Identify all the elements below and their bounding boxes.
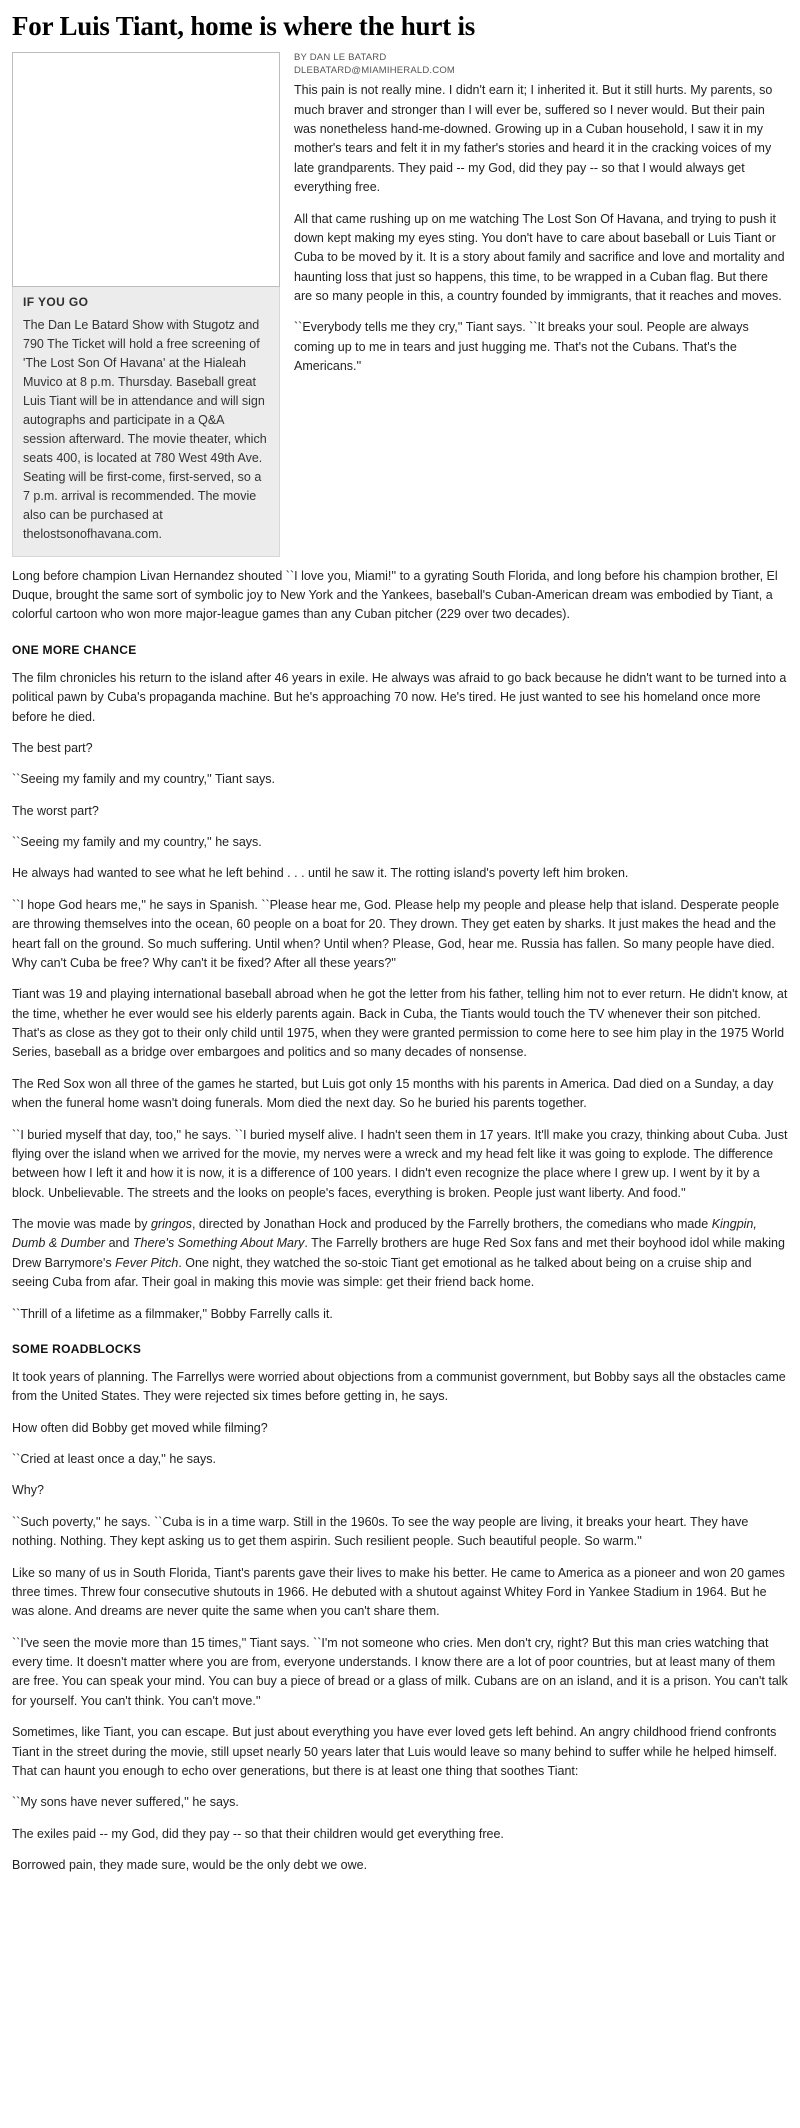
paragraph: ``I buried myself that day, too,'' he says. ``I buried myself alive. I hadn't seen them in 17 years. It'll make you crazy, thinking about Cuba. Just flying over the island when we arrived for the movie, my nerves were a wreck and my head felt like it was going to explode. The difference between how I left it and how it is now, it is a difference of 100 years. I didn't even recognize the place where I grew up. I went by it by a block. Unbelievable. The streets and the looks on people's faces, everything is broken. People just want liberty. And food.'' <box>12 1127 788 1200</box>
paragraph: ``Such poverty,'' he says. ``Cuba is in a time warp. Still in the 1960s. To see the way people are living, it breaks your heart. They have nothing. Nothing. They kept asking us to get them aspirin. Such resilient people. Such beautiful people. So warm.'' <box>12 1514 749 1549</box>
movie-text-part-1: The movie was made by <box>12 1217 151 1232</box>
paragraph: The worst part? <box>12 803 99 818</box>
paragraph: ``My sons have never suffered,'' he says. <box>12 1795 239 1810</box>
byline-author: BY DAN LE BATARD <box>294 51 387 63</box>
intro-paragraph-2: All that came rushing up on me watching The Lost Son Of Havana, and trying to push it down kept making my eyes sting. You don't have to care about baseball or Luis Tiant or Cuba to be moved by it. It is a story about family and sacrifice and love and mortality and haunting loss that just so happens, this time, to be wrapped in a Cuban flag. But there are so many people in this, a country founded by immigrants, that it reaches and moves. <box>294 211 785 304</box>
paragraph: How often did Bobby get moved while filming? <box>12 1420 268 1435</box>
movie-italic-gringos: gringos <box>150 1217 192 1232</box>
byline <box>294 52 788 78</box>
intro-paragraph-1: This pain is not really mine. I didn't earn it; I inherited it. But it still hurts. My parents, so much braver and stronger than I will ever be, suffered so I never would. But their pain was nonetheless hand-me-downed. Growing up in a Cuban household, I saw it in my mother's tears and felt it in my father's stories and heard it in the cracking voices of my late grandparents. They paid -- my God, did they pay -- so that I would always get everything free. <box>294 83 773 195</box>
page-title: For Luis Tiant, home is where the hurt is <box>12 11 476 41</box>
article-body <box>12 567 788 1876</box>
paragraph: ``Cried at least once a day,'' he says. <box>12 1452 216 1467</box>
paragraph: The film chronicles his return to the island after 46 years in exile. He always was afraid to go back because he didn't want to be turned into a political pawn by Cuba's propaganda machine. But he's approaching 70 now. He's tired. He just wanted to see his homeland once more before he died. <box>12 670 787 724</box>
paragraph: Like so many of us in South Florida, Tiant's parents gave their lives to make his better. He came to America as a pioneer and won 20 games three times. Threw four consecutive shutouts in 1966. He debuted with a shutout against Whitey Ford in Yankee Stadium in 1964. But he was alone. And dreams are never quite the same when you can't share them. <box>12 1565 785 1619</box>
paragraph: Sometimes, like Tiant, you can escape. But just about everything you have ever loved gets left behind. An angry childhood friend confronts Tiant in the street during the movie, still upset nearly 50 years later that Luis would leave so many behind to suffer while he helped himself. That can haunt you enough to echo over generations, but there is at least one thing that soothes Tiant: <box>12 1725 778 1778</box>
paragraph: ``Seeing my family and my country,'' he says. <box>12 835 262 850</box>
paragraph: ``I've seen the movie more than 15 times,'' Tiant says. ``I'm not someone who cries. Men don't cry, right? But this man cries watching that every time. It doesn't matter where you are from, everyone understands. I know there are a lot of poor countries, but at least many of them are free. You can speak your mind. You can buy a piece of bread or a glass of milk. Cubans are on an island, and it is a prison. You can't talk for yourself. You can't think. You can't move.'' <box>12 1635 788 1708</box>
paragraph: It took years of planning. The Farrellys were worried about objections from a communist government, but Bobby says all the obstacles came from the United States. They were rejected six times before getting in, he says. <box>12 1369 786 1404</box>
paragraph: He always had wanted to see what he left behind . . . until he saw it. The rotting island's poverty left him broken. <box>12 866 629 881</box>
paragraph: The best part? <box>12 740 93 755</box>
movie-text-part-2: , directed by Jonathan Hock and produced by the Farrelly brothers, the comedians who made <box>191 1217 712 1232</box>
paragraph: ``I hope God hears me,'' he says in Spanish. ``Please hear me, God. Please help my people and please help that island. Desperate people are throwing themselves into the ocean, 60 people on a boat for 20. They drown. They get eaten by sharks. It just makes the head and the heart fall on the ground. So much suffering. Until when? Until when? Please, God, hear me. Russia has fallen. So many people have died. Why can't Cuba be free? Why can't it be fixed? After all these years?'' <box>12 897 780 970</box>
paragraph: The exiles paid -- my God, did they pay -- so that their children would get everything free. <box>12 1826 504 1841</box>
movie-italic-mary: There's Something About Mary <box>132 1236 305 1251</box>
right-column <box>294 52 788 377</box>
section-subhead-some-roadblocks: SOME ROADBLOCKS <box>12 1341 142 1356</box>
if-you-go-body: The Dan Le Batard Show with Stugotz and 790 The Ticket will hold a free screening of 'The Lost Son Of Havana' at the Hialeah Muvico at 8 p.m. Thursday. Baseball great Luis Tiant will be in attendance and will sign autographs and participate in a Q&A session afterward. The movie theater, which seats 400, is located at 780 West 49th Ave. Seating will be first-come, first-served, so a 7 p.m. arrival is recommended. The movie also can be purchased at thelostsonofhavana.com. <box>23 317 267 541</box>
movie-text-part-4: . The Farrelly brothers are huge Red Sox fans and met their boyhood idol while making Drew Barrymore's <box>12 1236 785 1270</box>
movie-italic-fever-pitch: Fever Pitch <box>115 1255 179 1270</box>
article-photo <box>12 52 280 287</box>
if-you-go-title: IF YOU GO <box>23 294 89 309</box>
left-column <box>12 52 280 557</box>
paragraph: Why? <box>12 1483 44 1498</box>
movie-text-part-3: and <box>105 1236 133 1251</box>
paragraph: Borrowed pain, they made sure, would be the only debt we owe. <box>12 1858 368 1873</box>
movie-text-part-5: . One night, they watched the so-stoic Tiant get emotional as he talked about being on a cruise ship and seeing Cuba from afar. Their goal in making this movie was simple: get their friend back home. <box>12 1255 752 1290</box>
intro-paragraph-4: Long before champion Livan Hernandez shouted ``I love you, Miami!'' to a gyrating South Florida, and long before his champion brother, El Duque, brought the same sort of symbolic joy to New York and the Yankees, baseball's Cuban-American dream was embodied by Tiant, a colorful cartoon who won more major-league games than any Cuban pitcher (229 over two decades). <box>12 568 778 622</box>
paragraph: ``Seeing my family and my country,'' Tiant says. <box>12 772 275 787</box>
if-you-go-box <box>12 287 280 557</box>
paragraph: Tiant was 19 and playing international baseball abroad when he got the letter from his father, telling him not to ever return. He didn't know, at the time, whether he ever would see his elderly parents again. Back in Cuba, the Tiants would touch the TV whenever their son pitched. That's as close as they got to their only child until 1975, when they were granted permission to come here to see him play in the 1975 World Series, baseball as a bridge over embargoes and politics and so many decades of nonsense. <box>12 987 788 1060</box>
paragraph: ``Thrill of a lifetime as a filmmaker,'' Bobby Farrelly calls it. <box>12 1306 333 1321</box>
byline-email[interactable]: DLEBATARD@MIAMIHERALD.COM <box>294 64 456 76</box>
section-subhead-one-more-chance: ONE MORE CHANCE <box>12 642 137 657</box>
paragraph: The Red Sox won all three of the games he started, but Luis got only 15 months with his parents in America. Dad died on a Sunday, a day when the funeral home wasn't doing funerals. Mom died the next day. So he buried his parents together. <box>12 1076 774 1111</box>
movie-paragraph <box>12 1215 788 1293</box>
intro-paragraph-3: ``Everybody tells me they cry,'' Tiant says. ``It breaks your soul. People are always coming up to me in tears and just hugging me. That's not the Cubans. That's the Americans.'' <box>294 320 749 374</box>
article-top-area <box>12 52 788 557</box>
movie-italic-kingpin: Kingpin, Dumb & Dumber <box>12 1217 757 1251</box>
